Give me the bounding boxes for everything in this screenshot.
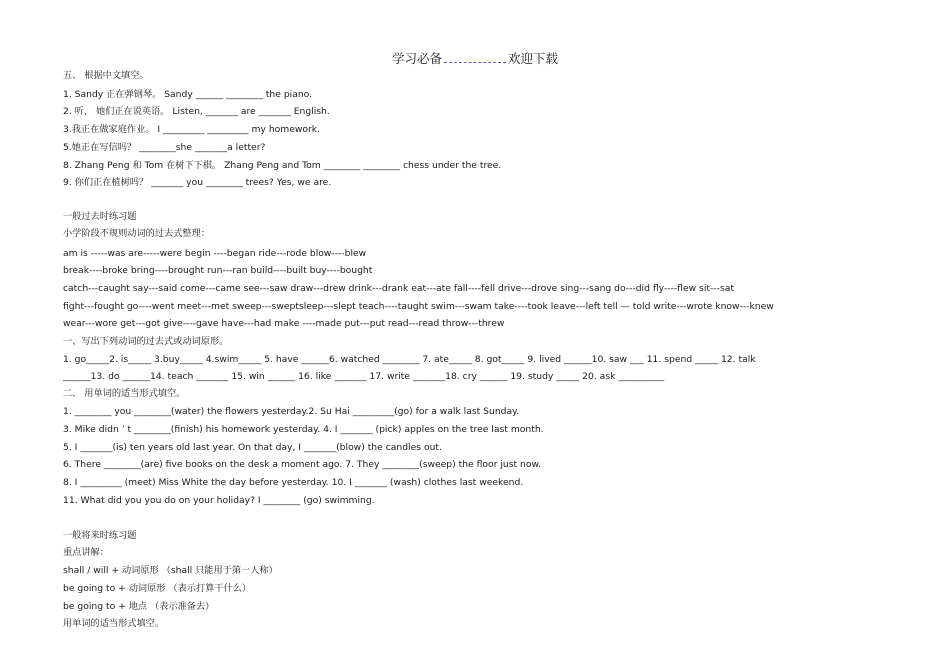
- exercise-line: 3. Mike didn ’ t ________(finish) his homework yesterday. 4. I _______ (pick) apples on the tree last month.: [63, 424, 544, 435]
- verb-list-line: catch---caught say---said come---came see---saw draw---drew drink---drank eat---ate fall----fell drive---drove sing---sang do---did fly----flew sit---sat: [63, 283, 734, 294]
- key-points-heading: 重点讲解：: [63, 547, 109, 558]
- rule-line: shall / will + 动词原形 （shall 只能用于第一人称）: [63, 565, 278, 576]
- irregular-verbs-heading: 小学阶段不规则动词的过去式整理：: [63, 228, 210, 239]
- exercise-line: 11. What did you you do on your holiday? I ________ (go) swimming.: [63, 495, 375, 506]
- exercise-line: 2. 听， 她们正在说英语。 Listen, _______ are _______ English.: [63, 106, 330, 117]
- exercise-line: 5. I _______(is) ten years old last year. On that day, I _______(blow) the candles out.: [63, 442, 442, 453]
- verb-list-line: am is -----was are-----were begin ----began ride---rode blow----blew: [63, 248, 367, 259]
- header-dashed-blank: [444, 52, 506, 63]
- exercise-line: 5.她正在写信吗？ ________she _______a letter?: [63, 142, 266, 153]
- rule-line: be going to + 动词原形 （表示打算干什么）: [63, 583, 252, 594]
- exercise-line: 9. 你们正在植树吗？ _______ you ________ trees? Yes, we are.: [63, 177, 332, 188]
- exercise-line: 6. There ________(are) five books on the desk a moment ago. 7. They ________(sweep) the floor just now.: [63, 459, 542, 470]
- verb-list-line: break----broke bring----brought run---ran build----built buy----bought: [63, 265, 373, 276]
- verb-list-line: fight---fought go----went meet---met sweep---sweptsleep---slept teach----taught swim---swam take----took leave---left tell — told write---wrote know---knew: [63, 301, 774, 312]
- exercise-line: 1. Sandy 正在弹钢琴。 Sandy ______ ________ the piano.: [63, 89, 313, 100]
- exercise-line: 1. ________ you ________(water) the flowers yesterday.2. Su Hai _________(go) for a walk last Sunday.: [63, 406, 520, 417]
- exercise-line: 8. I _________ (meet) Miss White the day before yesterday. 10. I _______ (wash) clothes last weekend.: [63, 477, 524, 488]
- past-tense-title: 一般过去时练习题: [63, 211, 137, 222]
- header-right: 欢迎下载: [508, 51, 559, 66]
- page-header: [0, 49, 950, 67]
- section-one-title: 一、写出下列动词的过去式或动词原形。: [63, 336, 229, 347]
- instruction-line: 用单词的适当形式填空。: [63, 618, 165, 629]
- verb-list-line: wear---wore get---got give----gave have---had make ----made put---put read---read throw---threw: [63, 318, 505, 329]
- header-left: 学习必备: [391, 51, 442, 66]
- exercise-line: 1. go_____2. is_____ 3.buy_____ 4.swim_____ 5. have ______6. watched ________ 7. ate_____ 8. got_____ 9. lived ______10. saw ___ 11. spend _____ 12. talk: [63, 354, 756, 365]
- section-five-title: 五、 根据中文填空。: [63, 70, 149, 81]
- exercise-line: 3.我正在做家庭作业。 I _________ _________ my homework.: [63, 124, 321, 135]
- future-tense-title: 一般将来时练习题: [63, 530, 137, 541]
- exercise-line: 8. Zhang Peng 和 Tom 在树下下棋。 Zhang Peng and Tom ________ ________ chess under the tree.: [63, 160, 502, 171]
- exercise-line: ______13. do ______14. teach _______ 15. win ______ 16. like _______ 17. write _______18. cry ______ 19. study _____ 20. ask __________: [63, 371, 665, 382]
- rule-line: be going to + 地点 （表示准备去）: [63, 601, 215, 612]
- section-two-title: 二、 用单词的适当形式填空。: [63, 388, 186, 399]
